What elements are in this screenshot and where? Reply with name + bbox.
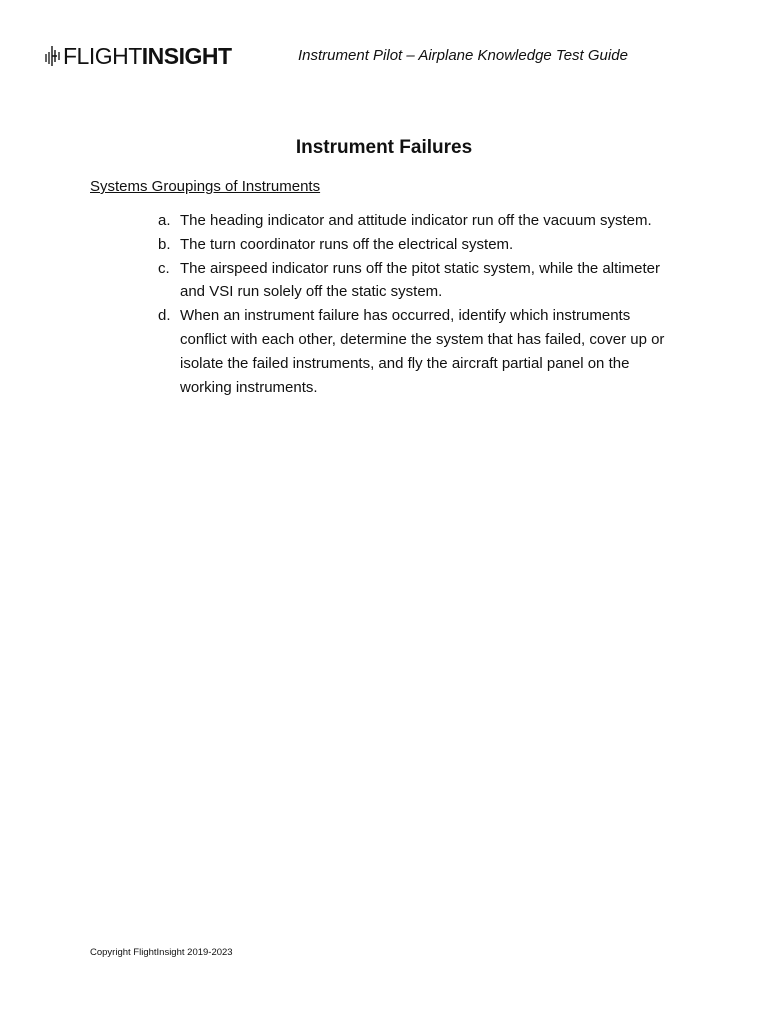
copyright-footer: Copyright FlightInsight 2019-2023 [90,947,233,958]
list-item-marker: c. [158,259,170,277]
list-item-text: The heading indicator and attitude indicator run off the vacuum system. [180,212,652,229]
section-heading: Systems Groupings of Instruments [90,178,321,195]
list-item-marker: b. [158,235,171,253]
logo-wordmark [63,40,232,72]
flightinsight-logo [44,40,232,72]
list-item-text: The airspeed indicator runs off the pitot static system, while the altimeter and VSI run solely off the static system. [180,259,660,301]
page-title: Instrument Failures [295,137,473,158]
list-item [140,257,680,305]
list-item [140,209,680,233]
page-header [0,0,768,90]
list-item-text: The turn coordinator runs off the electrical system. [180,235,514,253]
list-item [140,233,680,257]
instrument-systems-list [140,209,680,399]
list-item-text: When an instrument failure has occurred, identify which instruments conflict with each other, determine the system that has failed, cover up or isolate the failed instruments, and fly the aircraft partial panel on the working instruments. [180,307,665,396]
list-item [140,304,680,399]
logo-text-light: FLIGHT [63,43,142,69]
list-item-marker: a. [158,212,171,229]
header-title: Instrument Pilot – Airplane Knowledge Test Guide [298,47,628,64]
flightinsight-logo-icon [44,42,62,70]
list-item-marker: d. [158,307,171,325]
logo-text-bold: INSIGHT [141,43,232,69]
